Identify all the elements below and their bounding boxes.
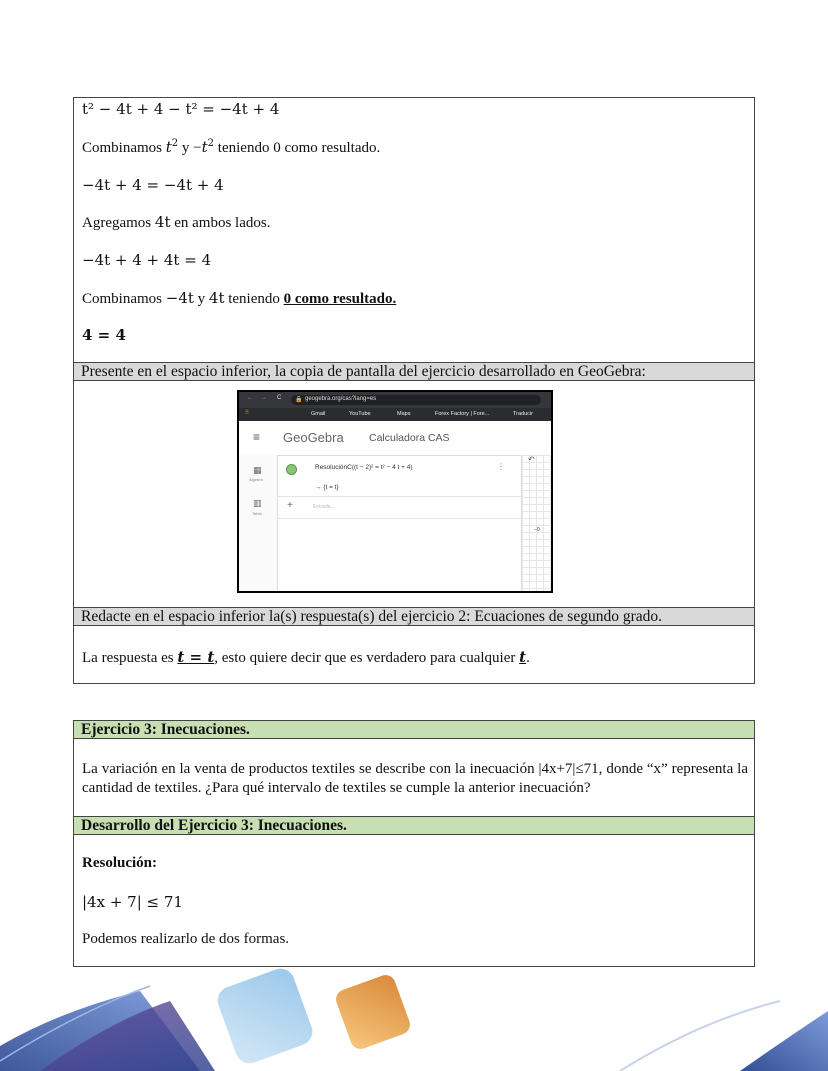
geogebra-screenshot — [237, 390, 553, 593]
exercise-3-statement: La variación en la venta de productos textiles se describe con la inecuación |4x+7|≤71, donde “x” representa la cantidad de textiles. ¿Para qué intervalo de textiles se cumple la anterior inecuación? — [82, 761, 748, 796]
screenshot-instruction-bar: Presente en el espacio inferior, la copia de pantalla del ejercicio desarrollado en GeoGebra: — [74, 362, 754, 381]
reload-icon: C — [277, 395, 282, 401]
geogebra-header — [239, 421, 551, 456]
back-icon: ← — [247, 395, 253, 401]
geogebra-algebra-view — [277, 455, 521, 591]
development-header: Desarrollo del Ejercicio 3: Inecuaciones. — [74, 816, 754, 835]
footer-wave-right — [740, 1011, 828, 1071]
text-line-combine-1: Combinamos $t^2$ $y -t^2$ teniendo 0 como resultado. — [82, 138, 381, 156]
cas-output: → {t = t} — [315, 484, 339, 491]
table-icon: ▥ — [253, 498, 262, 508]
exercise-3-box — [73, 720, 755, 967]
calculator-title: Calculadora CAS — [369, 432, 450, 444]
text-line-add: Agregamos 4t en ambos lados. — [82, 213, 271, 231]
apps-icon: ⠿ — [245, 410, 250, 416]
equation-1: t² − 4t + 4 − t² = −4t + 4 — [82, 100, 280, 118]
graphics-view — [521, 455, 551, 591]
entry-input: Entrada... — [313, 504, 335, 510]
inequality: |4x + 7| ≤ 71 — [82, 893, 183, 911]
bookmark-youtube: YouTube — [349, 411, 371, 417]
table-label: Tabla — [252, 511, 262, 516]
exercise-3-header: Ejercicio 3: Inecuaciones. — [74, 720, 754, 739]
equation-2: −4t + 4 = −4t + 4 — [82, 176, 224, 194]
undo-icon: ↶ — [528, 455, 535, 464]
bookmark-traducir: Traducir — [513, 411, 533, 417]
answer-instruction-bar: Redacte en el espacio inferior la(s) respuesta(s) del ejercicio 2: Ecuaciones de segundo grado. — [74, 607, 754, 626]
address-bar — [291, 395, 541, 405]
more-options-icon: ⋮ — [497, 462, 505, 471]
geogebra-logo-text: GeoGebra — [283, 430, 344, 445]
resolution-label: Resolución: — [82, 855, 157, 871]
bookmark-gmail: Gmail — [311, 411, 326, 417]
geogebra-sidebar — [239, 455, 278, 591]
calculator-icon: ▦ — [253, 465, 262, 475]
url-text: geogebra.org/cas?lang=es — [305, 396, 377, 402]
lock-icon: 🔒 — [295, 397, 303, 403]
green-dot-icon — [286, 464, 297, 475]
menu-icon: ≡ — [253, 430, 261, 444]
resolution-text: Podemos realizarlo de dos formas. — [82, 931, 290, 947]
bookmark-forex: Forex Factory | Fore... — [435, 411, 490, 417]
decorative-footer — [0, 951, 828, 1071]
browser-toolbar — [239, 392, 551, 408]
footer-sky-square — [214, 965, 317, 1068]
add-icon: + — [287, 500, 293, 511]
axis-label: −0 — [534, 527, 540, 533]
footer-orange-square — [333, 972, 412, 1051]
bookmark-maps: Maps — [397, 411, 411, 417]
forward-icon: → — [261, 395, 267, 401]
text-line-combine-2: Combinamos −4t y 4t teniendo 0 como resultado. — [82, 289, 397, 307]
equation-4: 4 = 4 — [82, 326, 126, 344]
algebra-label: Álgebra — [249, 477, 263, 482]
equation-3: −4t + 4 + 4t = 4 — [82, 251, 212, 269]
bookmarks-bar — [239, 408, 551, 421]
cas-input: ResoluciónC((t − 2)² = t² − 4 t + 4) — [315, 464, 413, 471]
answer-text: La respuesta es t = t, esto quiere decir que es verdadero para cualquier t. — [82, 648, 530, 666]
